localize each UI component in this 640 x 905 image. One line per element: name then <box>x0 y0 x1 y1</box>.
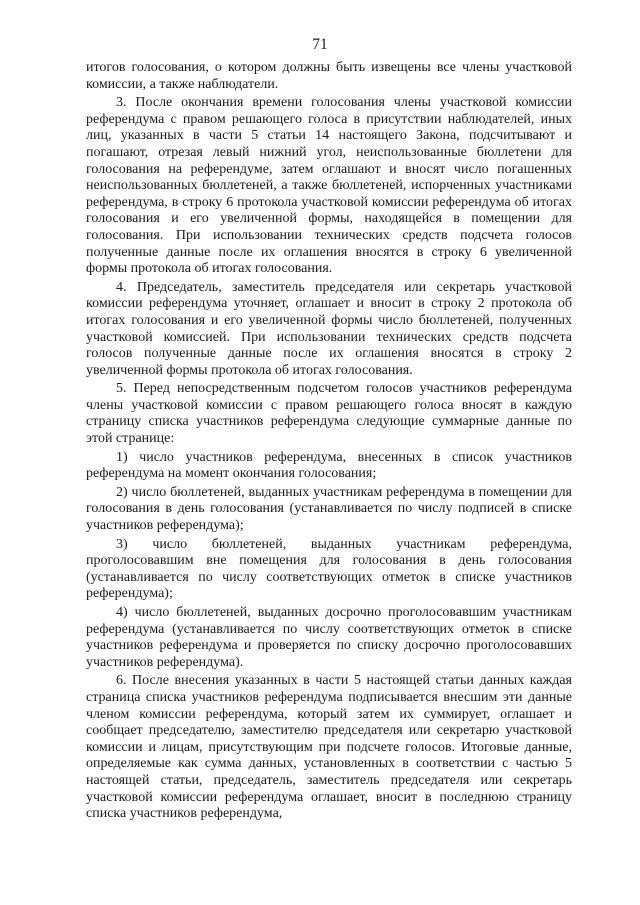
list-item-2: 2) число бюллетеней, выданных участникам референдума в помещении для голосования в день голосования (устанавливается по числу подписей в списке участников референдума); <box>86 484 572 534</box>
list-item-4: 4) число бюллетеней, выданных досрочно проголосовавшим участникам референдума (устанавливается по числу соответствующих отметок в списке участников референдума и проверяется по списку досрочно проголосовавших участников референдума). <box>86 605 572 670</box>
list-item-3: 3) число бюллетеней, выданных участникам референдума, проголосовавшим вне помещения для голосования в день голосования (устанавливается по числу соответствующих отметок в списке участников референдума); <box>86 536 572 602</box>
paragraph-part-3: 3. После окончания времени голосования члены участковой комиссии референдума с правом решающего голоса в присутствии наблюдателей, иных лиц, указанных в части 5 статьи 14 настоящего Закона, подсчитывают и погашают, отрезая левый нижний угол, неиспользованные бюллетени для голосования на референдуме, затем оглашают и вносят число погашенных неиспользованных бюллетеней, а также бюллетеней, испорченных участниками референдума, в строку 6 протокола участковой комиссии референдума об итогах голосования и его увеличенной формы, находящейся в помещении для голосования. При использовании технических средств подсчета голосов полученные данные после их оглашения вносятся в строку 6 увеличенной формы протокола об итогах голосования. <box>86 95 572 277</box>
page-number: 71 <box>312 36 328 53</box>
document-body <box>86 60 572 825</box>
list-item-1: 1) число участников референдума, внесенных в список участников референдума на момент окончания голосования; <box>86 449 572 482</box>
paragraph-part-6: 6. После внесения указанных в части 5 настоящей статьи данных каждая страница списка участников референдума подписывается внесшим эти данные членом комиссии референдума, который затем их суммирует, оглашает и сообщает председателю, заместителю председателя или секретарю участковой комиссии и лицам, присутствующим при подсчете голосов. Итоговые данные, определяемые как сумма данных, установленных в соответствии с частью 5 настоящей статьи, председатель, заместитель председателя или секретарь участковой комиссии референдума оглашает, вносит в последнюю страницу списка участников референдума, <box>86 673 572 822</box>
paragraph-part-5: 5. Перед непосредственным подсчетом голосов участников референдума члены участковой комиссии с правом решающего голоса вносят в каждую страницу списка участников референдума следующие суммарные данные по этой странице: <box>86 381 572 447</box>
paragraph-continuation: итогов голосования, о котором должны быть извещены все члены участковой комиссии, а также наблюдатели. <box>86 60 572 92</box>
paragraph-part-4: 4. Председатель, заместитель председателя или секретарь участковой комиссии референдума уточняет, оглашает и вносит в строку 2 протокола об итогах голосования и его увеличенной формы число бюллетеней, полученных участковой комиссией. При использовании технических средств подсчета голосов полученные данные после их оглашения вносятся в строку 2 увеличенной формы протокола об итогах голосования. <box>86 279 572 378</box>
